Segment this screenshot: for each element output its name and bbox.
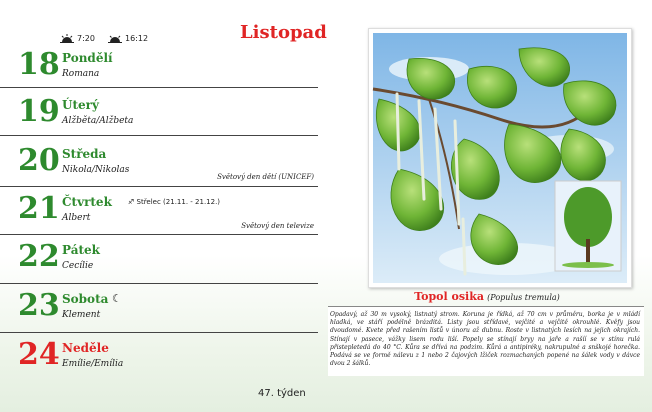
day-name: Neděle	[62, 341, 109, 355]
day-number: 21	[18, 191, 60, 226]
day-name: Pondělí	[62, 51, 113, 65]
day-row	[0, 290, 318, 333]
day-row	[0, 96, 318, 136]
day-note: Světový den televize	[241, 222, 314, 230]
name-day: Albert	[62, 213, 91, 223]
poplar-leaves-image	[369, 29, 631, 287]
name-day: Romana	[62, 69, 100, 79]
sunset-icon	[108, 34, 122, 43]
day-row	[0, 145, 318, 187]
month-title: Listopad	[240, 22, 327, 43]
zodiac-sign: ♐ Střelec (21.11. - 21.12.)	[128, 198, 221, 206]
plant-description: Opadavý, až 30 m vysoký, listnatý strom. Koruna je řídká, až 70 cm v průměru, borka je v mládí hladká, ve stáří podélně brázditá. Listy jsou střídavé, vejčité a vejčitě okrouhlé. Kvěfy jsou dvoudomé. Kvete před rašením listů v únoru až dubnu. Roste v listnatých lesích na jejich okrajích. Stínají v pasece, vážky lisem rodu liší. Popely se stínají bryy na jaře a rašíí se v stínu rulá přistepletedá do 40 °C. Kůra se dřívá na podzim. Kůrá a antipiréky, nakrupulné a snškojé horečka. Podává se ve formě nálevu z 1 nebo 2 čajových lžiček rozmachaných popené na šálek vody v dávce dvou 2 šálků.	[328, 306, 644, 376]
sunset	[108, 34, 148, 43]
day-number: 23	[18, 288, 60, 323]
day-number: 24	[18, 337, 60, 372]
plant-title	[322, 290, 652, 303]
plant-name: Topol osika	[414, 290, 484, 303]
sunrise-time: 7:20	[77, 34, 95, 43]
name-day: Nikola/Nikolas	[62, 165, 130, 175]
name-day: Klement	[62, 310, 101, 320]
name-day: Alžběta/Alžbeta	[62, 116, 134, 126]
name-day: Cecílie	[62, 261, 94, 271]
sunrise-icon	[60, 34, 74, 43]
day-note: Světový den dětí (UNICEF)	[217, 173, 314, 181]
day-number: 19	[18, 94, 60, 129]
plant-panel	[322, 0, 652, 412]
plant-latin-name: (Populus tremula)	[487, 293, 560, 302]
day-name: Středa	[62, 147, 107, 161]
sunrise	[60, 34, 95, 43]
day-name: Úterý	[62, 98, 99, 112]
day-number: 20	[18, 143, 60, 178]
name-day: Emílie/Emília	[62, 359, 124, 369]
day-row	[0, 241, 318, 284]
plant-illustration	[368, 28, 632, 288]
day-row	[0, 193, 318, 235]
week-number: 47. týden	[258, 388, 306, 399]
day-number: 22	[18, 239, 60, 274]
sunset-time: 16:12	[125, 34, 149, 43]
moon-phase-icon: ☾	[112, 292, 122, 305]
day-row	[0, 49, 318, 88]
day-name: Pátek	[62, 243, 100, 257]
day-name: Sobota	[62, 292, 109, 306]
day-number: 18	[18, 47, 60, 82]
day-name: Čtvrtek	[62, 195, 112, 209]
day-row-sunday	[0, 339, 318, 379]
